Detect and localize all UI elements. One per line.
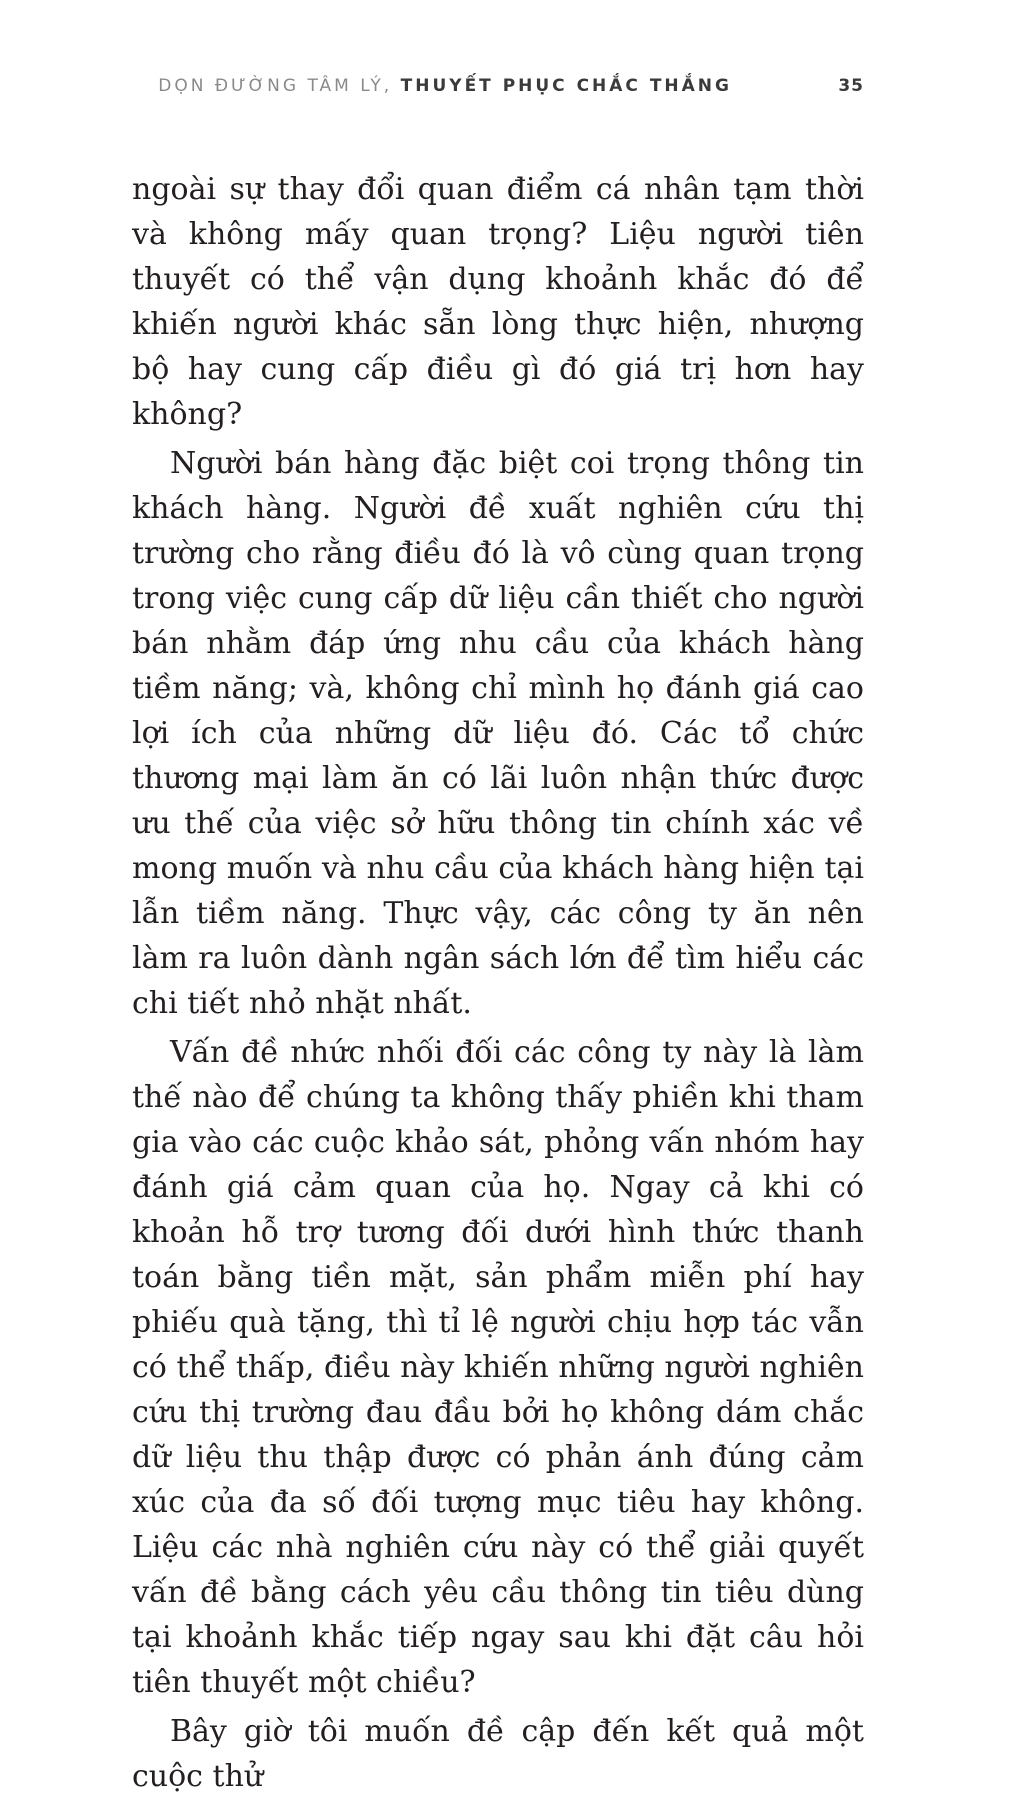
running-header <box>132 76 864 102</box>
paragraph: Bây giờ tôi muốn đề cập đến kết quả một cuộc thử <box>132 1714 864 1794</box>
paragraph: Người bán hàng đặc biệt coi trọng thông tin khách hàng. Người đề xuất nghiên cứu thị trường cho rằng điều đó là vô cùng quan trọng trong việc cung cấp dữ liệu cần thiết cho người bán nhằm đáp ứng nhu cầu của khách hàng tiềm năng; và, không chỉ mình họ đánh giá cao lợi ích của những dữ liệu đó. Các tổ chức thương mại làm ăn có lãi luôn nhận thức được ưu thế của việc sở hữu thông tin chính xác về mong muốn và nhu cầu của khách hàng hiện tại lẫn tiềm năng. Thực vậy, các công ty ăn nên làm ra luôn dành ngân sách lớn để tìm hiểu các chi tiết nhỏ nhặt nhất. <box>132 446 864 1021</box>
paragraph: Vấn đề nhức nhối đối các công ty này là làm thế nào để chúng ta không thấy phiền khi tham gia vào các cuộc khảo sát, phỏng vấn nhóm hay đánh giá cảm quan của họ. Ngay cả khi có khoản hỗ trợ tương đối dưới hình thức thanh toán bằng tiền mặt, sản phẩm miễn phí hay phiếu quà tặng, thì tỉ lệ người chịu hợp tác vẫn có thể thấp, điều này khiến những người nghiên cứu thị trường đau đầu bởi họ không dám chắc dữ liệu thu thập được có phản ánh đúng cảm xúc của đa số đối tượng mục tiêu hay không. Liệu các nhà nghiên cứu này có thể giải quyết vấn đề bằng cách yêu cầu thông tin tiêu dùng tại khoảnh khắc tiếp ngay sau khi đặt câu hỏi tiên thuyết một chiều? <box>132 1035 864 1700</box>
running-title <box>158 76 732 96</box>
running-title-bold: THUYẾT PHỤC CHẮC THẮNG <box>400 76 732 96</box>
running-title-light: DỌN ĐƯỜNG TÂM LÝ, <box>158 76 393 96</box>
page-number: 35 <box>838 76 864 96</box>
paragraph-continued: ngoài sự thay đổi quan điểm cá nhân tạm thời và không mấy quan trọng? Liệu người tiên thuyết có thể vận dụng khoảnh khắc đó để khiến người khác sẵn lòng thực hiện, nhượng bộ hay cung cấp điều gì đó giá trị hơn hay không? <box>132 172 864 432</box>
body-text <box>132 167 864 1803</box>
